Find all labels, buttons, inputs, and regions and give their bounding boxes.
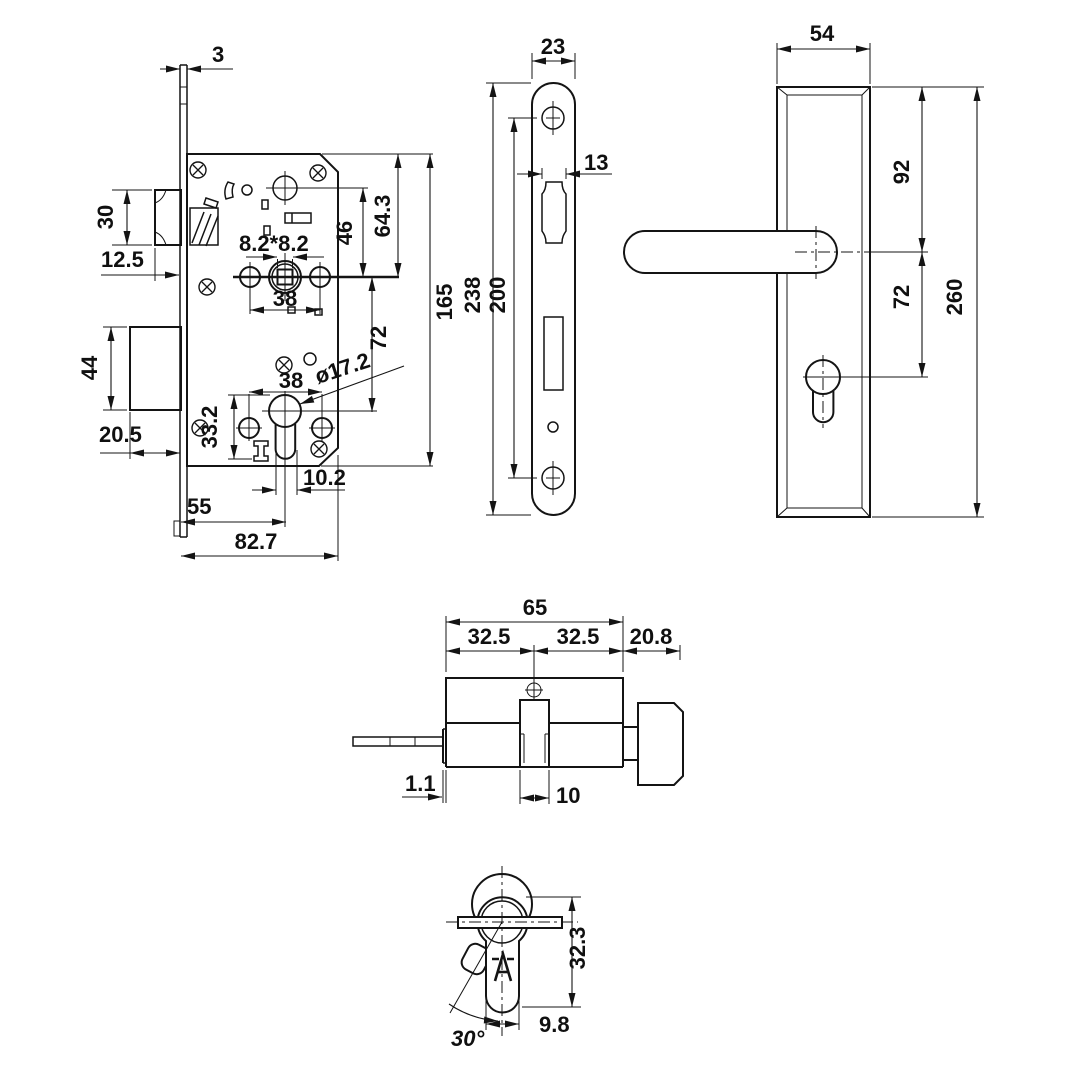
dim-latch-protrusion: 12.5 (101, 247, 144, 272)
lock-faceplate-strip (174, 65, 187, 537)
lock-body-dimensions (77, 42, 457, 556)
dim-profile-width: 9.8 (539, 1012, 570, 1037)
dim-backset: 55 (187, 494, 212, 519)
faceplate-view (460, 34, 612, 515)
faceplate-dimensions (460, 34, 612, 515)
dim-spindle-to-cylinder: 72 (366, 325, 391, 351)
faceplate-screw-top (508, 101, 564, 135)
dim-plate-width: 54 (809, 21, 835, 46)
faceplate-outline (532, 83, 575, 515)
dim-screw-spacing: 200 (485, 276, 510, 314)
cylinder-hole (236, 353, 377, 527)
dim-handle-to-cylinder: 72 (889, 284, 914, 310)
dim-deadbolt-protrusion: 20.5 (99, 422, 142, 447)
cylinder-side-view (353, 595, 683, 808)
faceplate-screw-bottom (508, 461, 564, 495)
dim-plate-height: 260 (942, 278, 967, 316)
dim-knob-length: 20.8 (629, 624, 673, 649)
dim-deadbolt-height: 44 (77, 355, 102, 381)
dim-latch-height: 30 (93, 204, 118, 230)
dim-cyl-length: 65 (522, 595, 548, 620)
dim-top-to-handle: 92 (889, 159, 914, 185)
dim-faceplate-height: 238 (460, 276, 485, 314)
dim-cylinder-hole-spacing: 38 (278, 368, 304, 393)
key-blade (353, 737, 443, 746)
dim-cylinder-hole-height: 33.2 (197, 405, 222, 449)
dim-body-height: 165 (432, 283, 457, 321)
dim-hole-to-spindle: 46 (332, 220, 357, 246)
dim-cam-angle: 30° (451, 1026, 485, 1051)
lock-body-view (77, 42, 457, 561)
handle-plate-view (624, 21, 984, 517)
latch-bolt (155, 190, 181, 245)
plate-cylinder-hole (803, 355, 928, 428)
handle-plate-bevel (787, 95, 862, 508)
dim-cylinder-hole-dia: ø17.2 (311, 347, 374, 389)
deadbolt (130, 327, 181, 410)
dim-plate-thickness: 3 (212, 42, 225, 67)
deadbolt-cutout (544, 317, 563, 390)
dim-faceplate-width: 23 (540, 34, 566, 59)
dim-face-protrusion: 1.1 (405, 771, 436, 796)
cylinder-end-view (446, 866, 590, 1051)
auxiliary-hole (548, 422, 558, 432)
dim-stem-width: 10.2 (303, 465, 346, 490)
dim-cyl-half-b: 32.5 (556, 624, 600, 649)
latch-cutout (542, 182, 566, 243)
spindle-follower (233, 253, 399, 301)
fixing-screw-mark (525, 681, 543, 699)
dim-latch-width: 13 (584, 150, 609, 175)
thumbturn-knob-side (623, 703, 683, 785)
dim-cyl-half-a: 32.5 (467, 624, 511, 649)
dim-spindle-square: 8.2*8.2 (239, 231, 309, 256)
cylinder-cam (520, 700, 549, 767)
handle-plate-outline (777, 87, 870, 517)
dim-spindle-hole-spacing: 38 (272, 286, 298, 311)
dim-cam-width: 10 (556, 783, 581, 808)
dim-body-width: 82.7 (234, 529, 278, 554)
dim-profile-height: 32.3 (565, 926, 590, 970)
dim-top-to-spindle: 64.3 (370, 194, 395, 238)
